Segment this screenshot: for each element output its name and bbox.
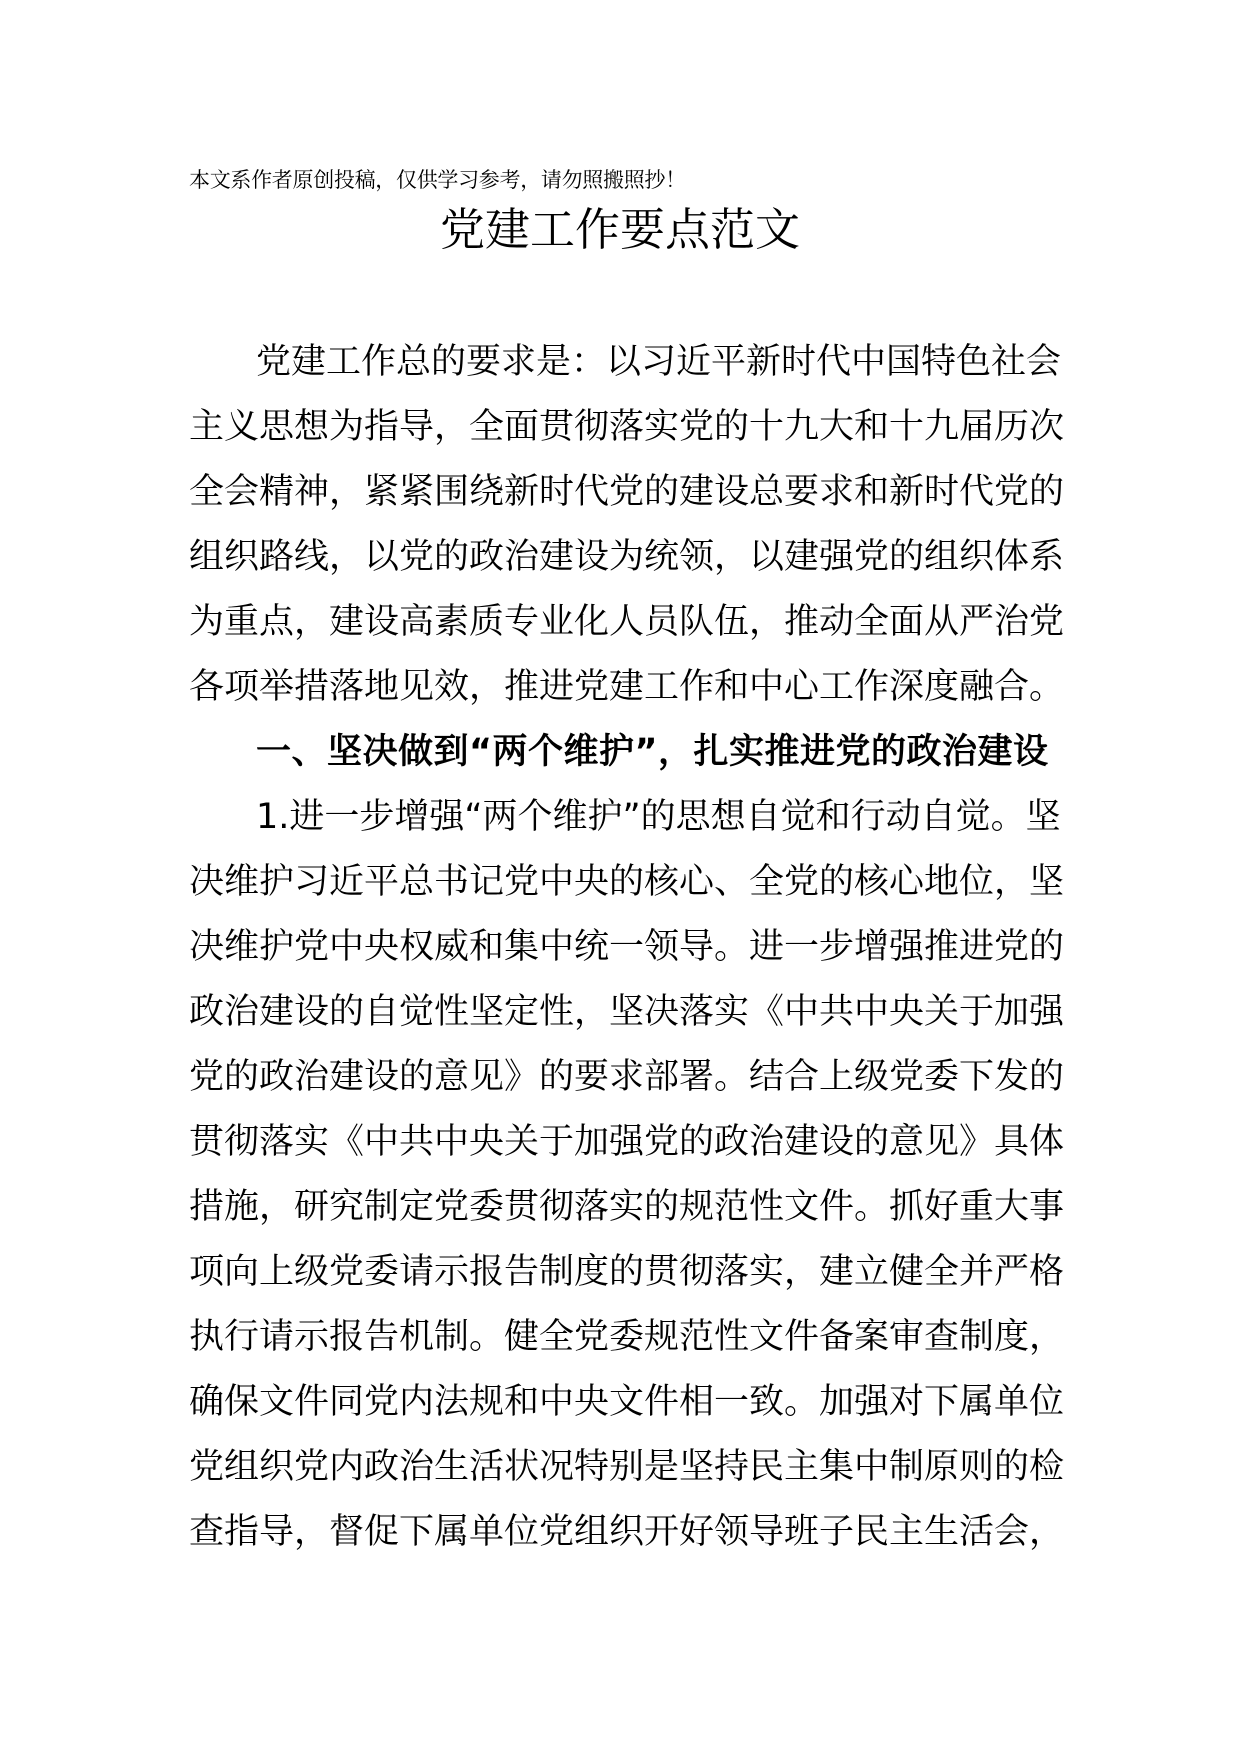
document-title: 党建工作要点范文: [439, 203, 800, 256]
paragraph-line: 为重点，建设高素质专业化人员队伍，推动全面从严治党: [189, 602, 1065, 642]
paragraph-line: 决维护党中央权威和集中统一领导。进一步增强推进党的: [189, 927, 1065, 967]
paragraph-line: 全会精神，紧紧围绕新时代党的建设总要求和新时代党的: [189, 472, 1065, 512]
paragraph-line: 决维护习近平总书记党中央的核心、全党的核心地位，坚: [189, 862, 1065, 902]
paragraph-line: 政治建设的自觉性坚定性，坚决落实《中共中央关于加强: [189, 992, 1065, 1032]
paragraph-line: 党的政治建设的意见》的要求部署。结合上级党委下发的: [189, 1057, 1065, 1097]
paragraph-line: 主义思想为指导，全面贯彻落实党的十九大和十九届历次: [189, 407, 1065, 447]
paragraph-line: 组织路线，以党的政治建设为统领，以建强党的组织体系: [189, 537, 1065, 577]
paragraph-line: 查指导，督促下属单位党组织开好领导班子民主生活会，: [189, 1512, 1065, 1552]
paragraph-line: 执行请示报告机制。健全党委规范性文件备案审查制度，: [189, 1317, 1065, 1357]
paragraph-line: 贯彻落实《中共中央关于加强党的政治建设的意见》具体: [189, 1122, 1065, 1162]
document-body: [189, 330, 1065, 1565]
paragraph-line: 措施，研究制定党委贯彻落实的规范性文件。抓好重大事: [189, 1187, 1065, 1227]
paragraph-line: 1.进一步增强“两个维护”的思想自觉和行动自觉。坚: [256, 797, 1061, 837]
paragraph-line: 各项举措落地见效，推进党建工作和中心工作深度融合。: [189, 667, 1065, 707]
paragraph-line: 党建工作总的要求是：以习近平新时代中国特色社会: [256, 342, 1062, 382]
paragraph-line: 党组织党内政治生活状况特别是坚持民主集中制原则的检: [189, 1447, 1065, 1487]
paragraph-line: 项向上级党委请示报告制度的贯彻落实，建立健全并严格: [189, 1252, 1065, 1292]
paragraph-line: 确保文件同党内法规和中央文件相一致。加强对下属单位: [189, 1382, 1065, 1422]
section-heading: 一、坚决做到“两个维护”，扎实推进党的政治建设: [256, 732, 1049, 772]
copyright-note: 本文系作者原创投稿，仅供学习参考，请勿照搬照抄！: [189, 168, 686, 192]
